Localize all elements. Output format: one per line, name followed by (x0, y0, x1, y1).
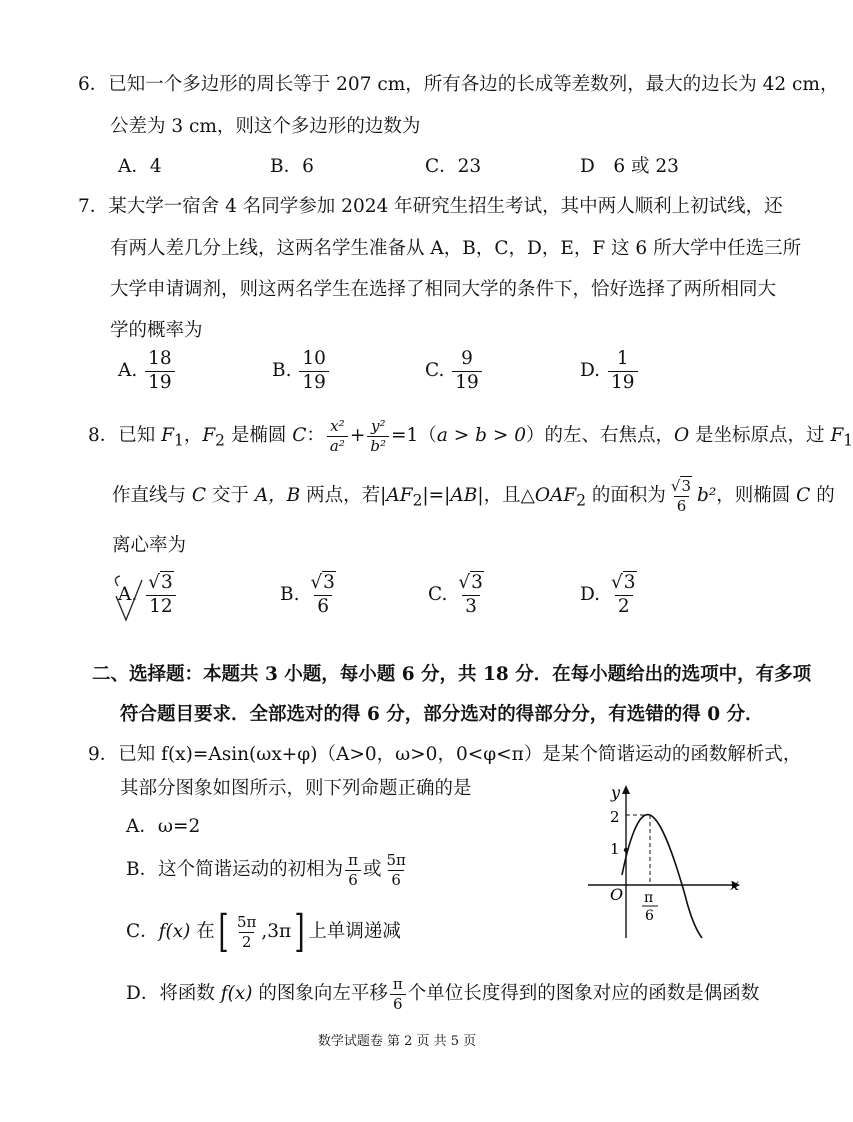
q9-option-d: D．将函数 f(x) 的图象向左平移 $\frac{\pi}{6}$ 个单位长度得到的图象对应的函数是偶函数 (126, 974, 760, 1013)
q6-line1: 6．已知一个多边形的周长等于 207 cm，所有各边的长成等差数列，最大的边长为 42 cm， (78, 74, 839, 95)
tick-x-numerator: π (644, 890, 654, 906)
q8-line1: 8．已知 $F_1$，$F_2$ 是椭圆 C： $\frac{\text{x²}}{\text{a²}}$ + $\frac{\text{y²}}{\text{b²}}$ =1（a > b > 0）的左、右焦点，O 是坐标原点，过 $F_1$ (88, 416, 853, 455)
q6-option-d: D 6 或 23 (580, 156, 679, 177)
tick-y-1: 1 (610, 840, 620, 858)
page-footer: 数学试题卷 第 2 页 共 5 页 (317, 1034, 477, 1049)
option-letter: B. (280, 584, 300, 605)
section2-line2: 符合题目要求．全部选对的得 6 分，部分选对的得部分分，有选错的得 0 分． (120, 704, 764, 725)
q6-option-a: A．4 (118, 156, 162, 177)
q6-option-b: B．6 (270, 156, 314, 177)
option-letter: C. (428, 584, 448, 605)
fraction: $\frac{9}{19}$ (452, 350, 482, 392)
fraction: $\frac{√3}{2}$ (610, 572, 636, 617)
q7-line1: 7．某大学一宿舍 4 名同学参加 2024 年研究生招生考试，其中两人顺利上初试线，还 (78, 196, 783, 217)
q8-line2: 作直线与 C 交于 A，B 两点，若$|AF_2|=|AB|$，且$\triangle OAF_2$ 的面积为 $\frac{√3}{6}$ b²，则椭圆 C 的 (112, 476, 835, 515)
q9-line2: 其部分图象如图所示，则下列命题正确的是 (120, 778, 472, 799)
fraction: $\frac{√3}{6}$ (310, 572, 335, 617)
option-letter: C. (425, 360, 445, 381)
q6-line2: 公差为 3 cm，则这个多边形的边数为 (110, 116, 421, 137)
intercept-point (624, 848, 628, 852)
handwritten-check-mark (110, 574, 150, 624)
fraction: $\frac{√3}{12}$ (145, 574, 177, 616)
q7-option-a (118, 350, 177, 392)
q8-option-d (580, 574, 642, 616)
q8-line3: 离心率为 (112, 535, 187, 556)
option-letter: A. (118, 360, 138, 381)
fraction: $\frac{1}{19}$ (608, 350, 638, 392)
tick-x-denominator: 6 (645, 908, 654, 924)
q7-option-c (425, 350, 484, 392)
option-letter: A. (118, 584, 138, 605)
section2-line1: 二、选择题：本题共 3 小题，每小题 6 分，共 18 分．在每小题给出的选项中，有多项 (92, 664, 812, 685)
q8-option-c (428, 574, 489, 616)
q7-option-b (272, 350, 331, 392)
q6-option-c: C．23 (425, 156, 482, 177)
q9-option-a: A．ω=2 (126, 816, 201, 837)
q7-line4: 学的概率为 (110, 320, 203, 341)
origin-label: O (610, 885, 624, 904)
q7-option-d (580, 350, 640, 392)
option-letter: B. (272, 360, 292, 381)
curve (622, 815, 702, 938)
q8-option-b (280, 574, 341, 616)
fraction: $\frac{18}{19}$ (145, 350, 175, 392)
q7-line3: 大学申请调剂，则这两名学生在选择了相同大学的条件下，恰好选择了两所相同大 (110, 279, 777, 300)
y-axis-arrow (622, 785, 630, 794)
sine-graph (580, 780, 750, 945)
option-letter: D. (580, 584, 601, 605)
x-axis-label: x (730, 875, 740, 894)
q9-option-c: C．f(x) 在 [ $\frac{5\pi}{2}$ ,3π ] 上单调递减 (126, 906, 401, 957)
fraction: $\frac{10}{19}$ (299, 350, 329, 392)
q9-option-b: B．这个简谐运动的初相为 $\frac{\pi}{6}$ 或 $\frac{5\pi}{6}$ (126, 850, 406, 889)
option-letter: D. (580, 360, 601, 381)
y-axis-label: y (611, 783, 621, 802)
q7-line2: 有两人差几分上线，这两名学生准备从 A，B，C，D，E，F 这 6 所大学中任选三所 (110, 238, 802, 259)
q9-line1: 9．已知 f(x)=Asin(ωx+φ)（A>0，ω>0，0<φ<π）是某个简谐运动的函数解析式， (88, 744, 802, 765)
fraction: $\frac{√3}{3}$ (458, 572, 483, 617)
tick-y-2: 2 (610, 808, 620, 826)
